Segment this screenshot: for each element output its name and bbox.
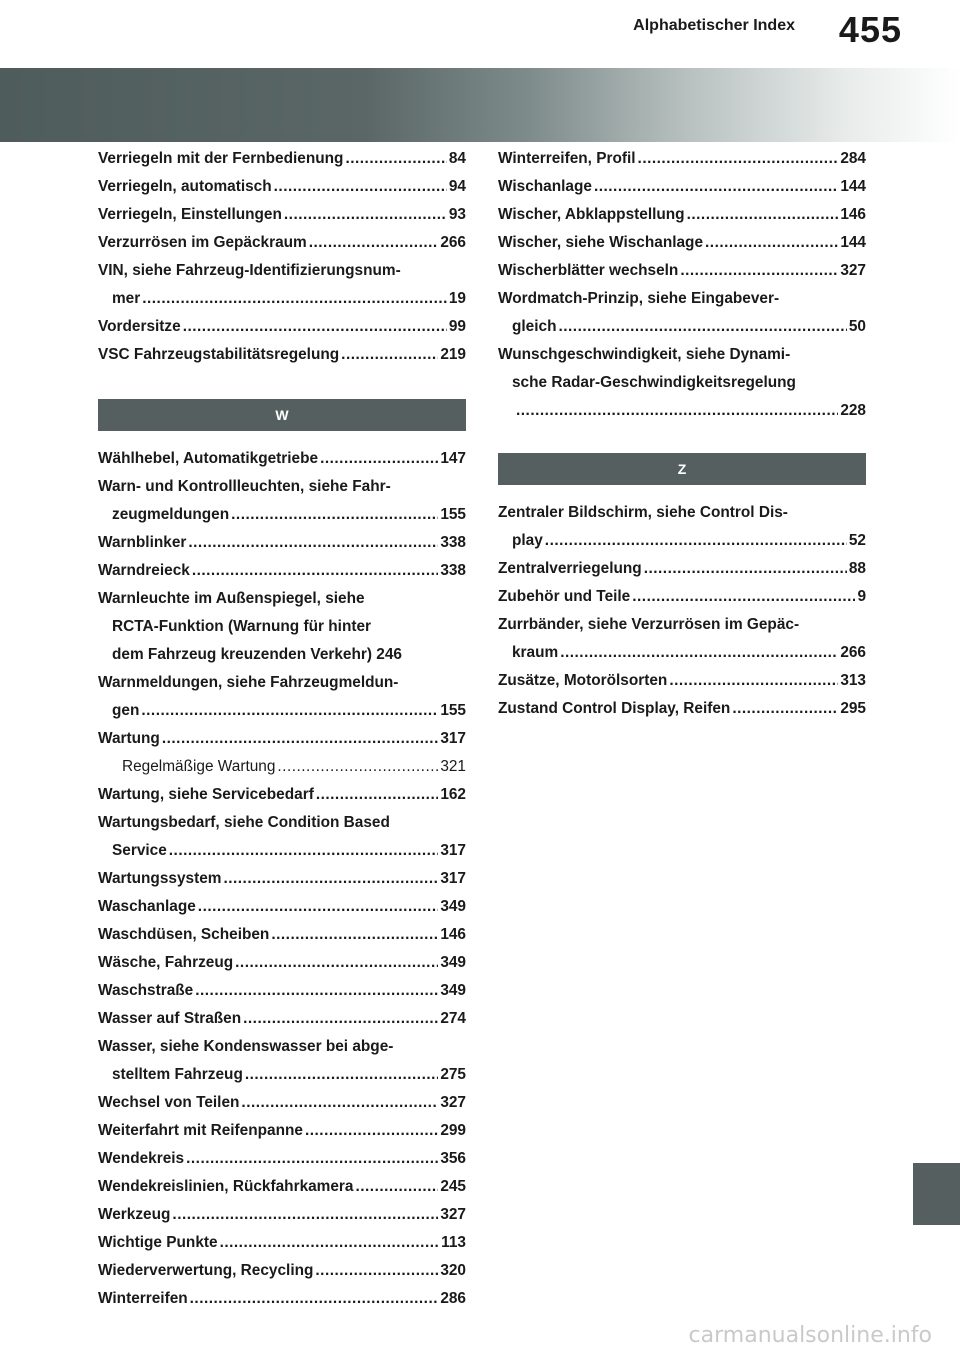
chapter-side-tab	[913, 1163, 960, 1225]
index-entry: Winterreifen ..... 286	[98, 1285, 466, 1313]
index-entry-multiline: Wordmatch-Prinzip, siehe Eingabever- gleich ..... 50	[498, 285, 866, 341]
index-entry: Waschanlage ..... 349	[98, 893, 466, 921]
index-entry: Wasser auf Straßen ..... 274	[98, 1005, 466, 1033]
index-entry: Zustand Control Display, Reifen ..... 295	[498, 695, 866, 723]
index-entry: Warndreieck ..... 338	[98, 557, 466, 585]
index-entry: Wendekreislinien, Rückfahrkamera ..... 245	[98, 1173, 466, 1201]
index-entry-multiline: Warnleuchte im Außenspiegel, siehe RCTA-Funktion (Warnung für hinter dem Fahrzeug kreuzenden Verkehr) 246	[98, 590, 402, 663]
index-subentry: Regelmäßige Wartung ..... 321	[98, 753, 466, 781]
page-header	[0, 0, 960, 60]
index-entry-multiline: Zentraler Bildschirm, siehe Control Dis- play ..... 52	[498, 499, 866, 555]
index-entry: Wischerblätter wechseln ..... 327	[498, 257, 866, 285]
index-entry: Wichtige Punkte ..... 113	[98, 1229, 466, 1257]
index-entry-multiline: Wasser, siehe Kondenswasser bei abge- stelltem Fahrzeug ..... 275	[98, 1033, 466, 1089]
index-entry: Verriegeln mit der Fernbedienung ..... 84	[98, 145, 466, 173]
index-entry: Wartung ..... 317	[98, 725, 466, 753]
index-entry: Zentralverriegelung ..... 88	[498, 555, 866, 583]
index-column-right	[498, 145, 866, 723]
index-entry-multiline: Warn- und Kontrollleuchten, siehe Fahr- zeugmeldungen ..... 155	[98, 473, 466, 529]
index-entry-multiline: Zurrbänder, siehe Verzurrösen im Gepäc- kraum ..... 266	[498, 611, 866, 667]
index-entry: Verriegeln, automatisch ..... 94	[98, 173, 466, 201]
index-entry: Wischer, Abklappstellung ..... 146	[498, 201, 866, 229]
index-entry: Zubehör und Teile ..... 9	[498, 583, 866, 611]
index-entry: Warnblinker ..... 338	[98, 529, 466, 557]
index-entry: Wechsel von Teilen ..... 327	[98, 1089, 466, 1117]
index-entry: Werkzeug ..... 327	[98, 1201, 466, 1229]
index-entry: Wartung, siehe Servicebedarf ..... 162	[98, 781, 466, 809]
index-entry: Wäsche, Fahrzeug ..... 349	[98, 949, 466, 977]
index-entry: Verriegeln, Einstellungen ..... 93	[98, 201, 466, 229]
index-entry-multiline: Wunschgeschwindigkeit, siehe Dynami- sche Radar-Geschwindigkeitsregelung ..... 228	[498, 341, 866, 425]
section-header-w: W	[98, 399, 466, 431]
index-entry: Wiederverwertung, Recycling ..... 320	[98, 1257, 466, 1285]
index-entry-multiline: Wartungsbedarf, siehe Condition Based Service ..... 317	[98, 809, 466, 865]
index-entry: Verzurrösen im Gepäckraum ..... 266	[98, 229, 466, 257]
index-entry: Wischer, siehe Wischanlage ..... 144	[498, 229, 866, 257]
index-entry: Waschstraße ..... 349	[98, 977, 466, 1005]
index-entry: Wendekreis ..... 356	[98, 1145, 466, 1173]
index-entry: VSC Fahrzeugstabilitätsregelung ..... 219	[98, 341, 466, 369]
section-header-z: Z	[498, 453, 866, 485]
watermark: carmanualsonline.info	[688, 1323, 932, 1348]
index-entry: Winterreifen, Profil ..... 284	[498, 145, 866, 173]
page-number: 455	[838, 9, 902, 50]
index-entry: Waschdüsen, Scheiben ..... 146	[98, 921, 466, 949]
index-entry: Weiterfahrt mit Reifenpanne ..... 299	[98, 1117, 466, 1145]
index-entry: Wischanlage ..... 144	[498, 173, 866, 201]
index-column-left	[98, 145, 466, 1313]
index-entry-multiline: VIN, siehe Fahrzeug-Identifizierungsnum- mer ..... 19	[98, 257, 466, 313]
index-entry: Wartungssystem ..... 317	[98, 865, 466, 893]
header-title: Alphabetischer Index	[633, 17, 795, 34]
index-entry-multiline: Warnmeldungen, siehe Fahrzeugmeldun- gen ..... 155	[98, 669, 466, 725]
index-entry: Zusätze, Motorölsorten ..... 313	[498, 667, 866, 695]
header-banner	[0, 68, 960, 142]
index-entry: Vordersitze ..... 99	[98, 313, 466, 341]
index-entry: Wählhebel, Automatikgetriebe ..... 147	[98, 445, 466, 473]
